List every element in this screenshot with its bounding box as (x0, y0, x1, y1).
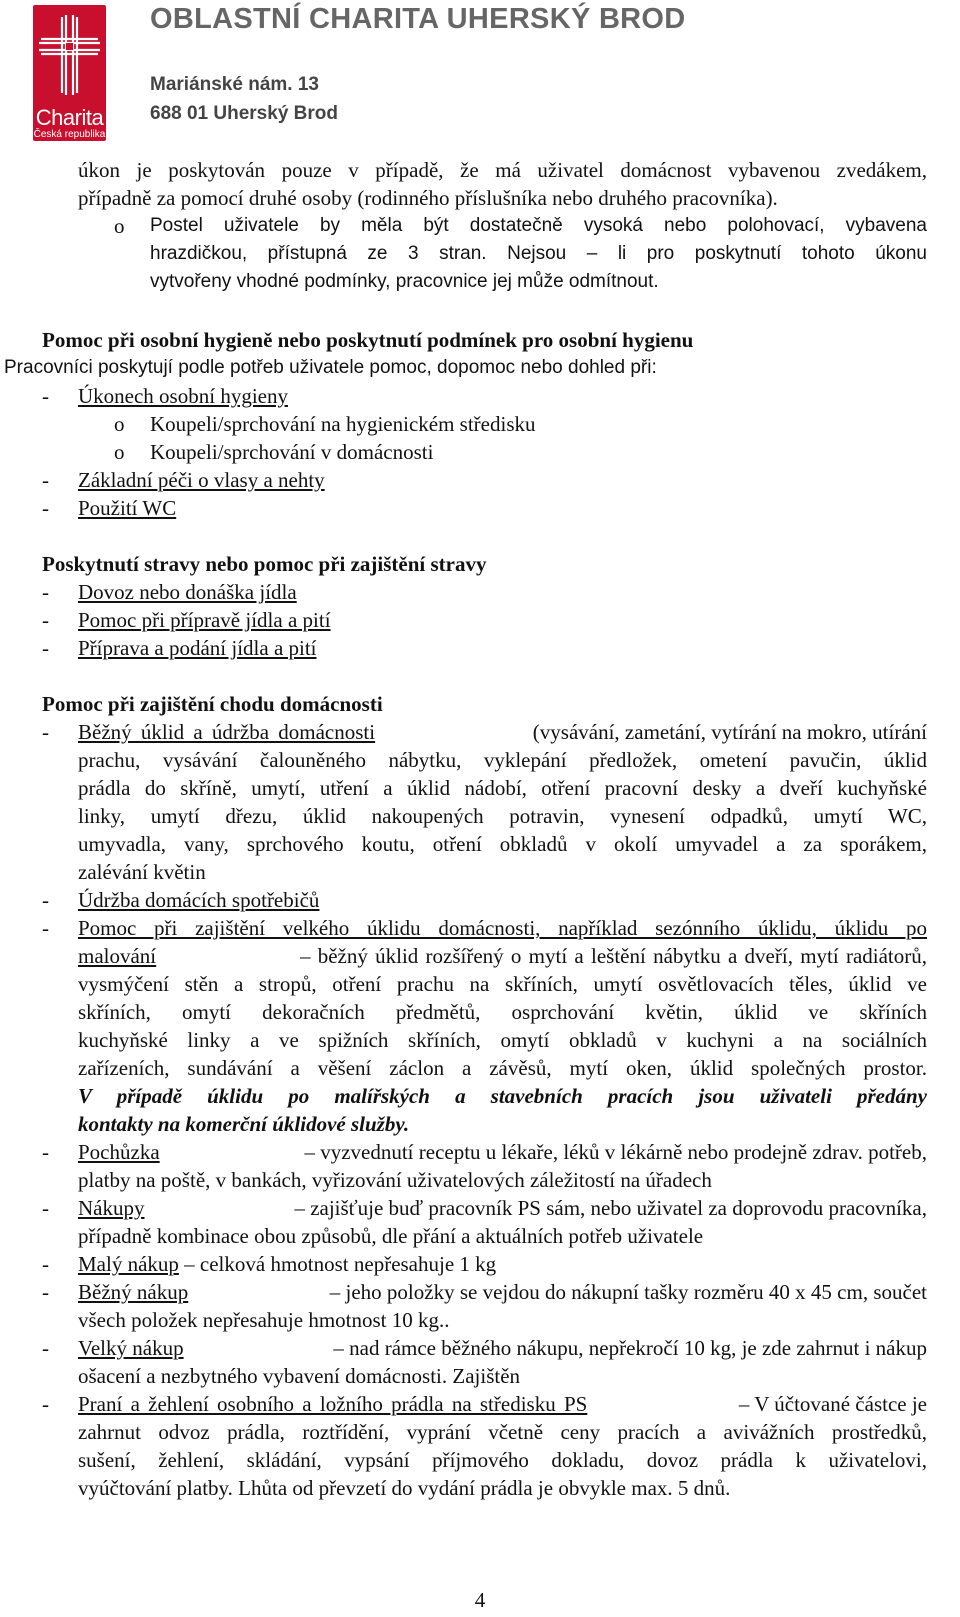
dash-marker: - (42, 468, 49, 492)
text-line: linky, umytí dřezu, úklid nakoupených potravin, vynesení odpadků, umytí WC, (78, 804, 927, 828)
organization-title: OBLASTNÍ CHARITA UHERSKÝ BROD (150, 3, 686, 35)
text-line: Pracovníci poskytují podle potřeb uživatele pomoc, dopomoc nebo dohled při: (4, 357, 657, 378)
emphasis-note: V případě úklidu po malířských a stavebních pracích jsou uživateli předány (78, 1084, 927, 1108)
text-line: zařízeních, sundávání a věšení záclon a závěsů, mytí oken, úklid společných prostor. (78, 1056, 927, 1080)
list-item-laundry (78, 1390, 927, 1418)
text-line: případně za pomocí druhé osoby (rodinného příslušníka nebo druhého pracovníka). (78, 186, 778, 210)
list-item: Údržba domácích spotřebičů (78, 888, 320, 912)
item-text: – V účtované částce je (738, 1392, 927, 1416)
text-line: prachu, vysávání čalouněného nábytku, vyklepání předložek, ometení pavučin, úklid (78, 748, 927, 772)
list-subitem: Koupeli/sprchování na hygienickém středisku (150, 412, 536, 436)
list-item-large-shopping (78, 1334, 927, 1362)
dash-marker: - (42, 608, 49, 632)
text-line: umyvadla, vany, sprchového koutu, otření obkladů v okolí umyvadel a za sporákem, (78, 832, 927, 856)
list-item-shopping (78, 1194, 927, 1222)
text-line: případně kombinace obou způsobů, dle přání a aktuálních potřeb uživatele (78, 1224, 704, 1248)
dash-marker: - (42, 636, 49, 660)
text-line (78, 942, 927, 970)
section-heading-household: Pomoc při zajištění chodu domácnosti (42, 692, 383, 716)
list-item: Základní péči o vlasy a nehty (78, 468, 325, 492)
letterhead (0, 0, 960, 150)
text-line: sušení, žehlení, skládání, vypsání příjmového dokladu, dovoz prádla k uživatelovi, (78, 1448, 927, 1472)
dash-marker: - (42, 1336, 49, 1360)
text-line: prádla do skříně, umytí, utření a úklid nádobí, otření pracovní desky a dveří kuchyňské (78, 776, 927, 800)
list-item: Příprava a podání jídla a pití (78, 636, 317, 660)
section-heading-hygiene: Pomoc při osobní hygieně nebo poskytnutí podmínek pro osobní hygienu (42, 328, 694, 352)
item-text: – zajišťuje buď pracovník PS sám, nebo uživatel za doprovodu pracovníka, (294, 1196, 927, 1220)
item-text: – vyzvednutí receptu u lékaře, léků v lékárně nebo prodejně zdrav. potřeb, (304, 1140, 927, 1164)
item-title: Běžný nákup (78, 1280, 189, 1304)
text-line: vysmýčení stěn a stropů, otření prachu na skříních, umytí osvětlovacích těles, úklid ve (78, 972, 927, 996)
dash-marker: - (42, 1140, 49, 1164)
text-line: zahrnut odvoz prádla, roztřídění, vyprání včetně ceny pracích a avivážních prostředků, (78, 1420, 927, 1444)
dash-marker: - (42, 888, 49, 912)
list-item: Pomoc při přípravě jídla a pití (78, 608, 331, 632)
text-line: platby na poště, v bankách, vyřizování uživatelových záležitostí na úřadech (78, 1168, 712, 1192)
item-title: malování (78, 944, 157, 968)
item-text: – celková hmotnost nepřesahuje 1 kg (184, 1252, 497, 1276)
dash-marker: - (42, 720, 49, 744)
item-text: – nad rámce běžného nákupu, nepřekročí 10 kg, je zde zahrnut i nákup (333, 1336, 927, 1360)
emphasis-note: kontakty na komerční úklidové služby. (78, 1112, 410, 1136)
item-text: (vysávání, zametání, vytírání na mokro, utírání (532, 720, 927, 744)
item-title: Malý nákup (78, 1252, 179, 1276)
dash-marker: - (42, 1252, 49, 1276)
item-text: – jeho položky se vejdou do nákupní tašky rozměru 40 x 45 cm, součet (329, 1280, 927, 1304)
address-street: Mariánské nám. 13 (150, 74, 319, 95)
item-title: Praní a žehlení osobního a ložního prádla na středisku PS (78, 1392, 588, 1416)
text-line: všech položek nepřesahuje hmotnost 10 kg.. (78, 1308, 450, 1332)
list-item: Úkonech osobní hygieny (78, 384, 288, 408)
text-line: hrazdičkou, přístupná ze 3 stran. Nejsou – li pro poskytnutí tohoto úkonu (150, 243, 927, 264)
item-title: Běžný úklid a údržba domácnosti (78, 720, 376, 744)
list-item: Použití WC (78, 496, 177, 520)
section-heading-food: Poskytnutí stravy nebo pomoc při zajištění stravy (42, 552, 487, 576)
dash-marker: - (42, 580, 49, 604)
charita-logo (33, 5, 106, 141)
text-line: ošacení a nezbytného vybavení domácnosti. Zajištěn (78, 1364, 521, 1388)
list-item: Dovoz nebo donáška jídla (78, 580, 297, 604)
list-item-small-shopping (78, 1250, 496, 1278)
text-line: skříních, omytí dekoračních předmětů, osprchování květin, úklid ve skříních (78, 1000, 927, 1024)
dash-marker: - (42, 384, 49, 408)
dash-marker: - (42, 916, 49, 940)
bullet-marker: o (114, 412, 125, 436)
list-item-cleaning (78, 718, 927, 746)
dash-marker: - (42, 1196, 49, 1220)
item-title: Pochůzka (78, 1140, 160, 1164)
list-subitem: Koupeli/sprchování v domácnosti (150, 440, 434, 464)
text-line: zalévání květin (78, 860, 206, 884)
text-line: úkon je poskytován pouze v případě, že má uživatel domácnost vybavenou zvedákem, (78, 158, 927, 182)
text-line: vyúčtování platby. Lhůta od převzetí do vydání prádla je obvykle max. 5 dnů. (78, 1476, 731, 1500)
address-city: 688 01 Uherský Brod (150, 103, 338, 124)
list-item-regular-shopping (78, 1278, 927, 1306)
bullet-marker: o (114, 214, 125, 238)
text-line: Postel uživatele by měla být dostatečně vysoká nebo polohovací, vybavena (150, 215, 927, 236)
logo-subtitle: Česká republika (33, 129, 106, 140)
cross-icon (33, 5, 106, 105)
item-text: – běžný úklid rozšířený o mytí a leštění nábytku a dveří, mytí radiátorů, (299, 944, 927, 968)
text-line: vytvořeny vhodné podmínky, pracovnice jej může odmítnout. (150, 271, 659, 292)
dash-marker: - (42, 1280, 49, 1304)
page-number: 4 (474, 1588, 486, 1612)
dash-marker: - (42, 1392, 49, 1416)
dash-marker: - (42, 496, 49, 520)
item-title: Velký nákup (78, 1336, 184, 1360)
item-title: Nákupy (78, 1196, 145, 1220)
item-title: Pomoc při zajištění velkého úklidu domácnosti, například sezónního úklidu, úklidu po (78, 916, 927, 940)
bullet-marker: o (114, 440, 125, 464)
text-line: kuchyňské linky a ve spižních skříních, omytí obkladů v kuchyni a na sociálních (78, 1028, 927, 1052)
logo-name: Charita (35, 105, 104, 130)
list-item-errand (78, 1138, 927, 1166)
